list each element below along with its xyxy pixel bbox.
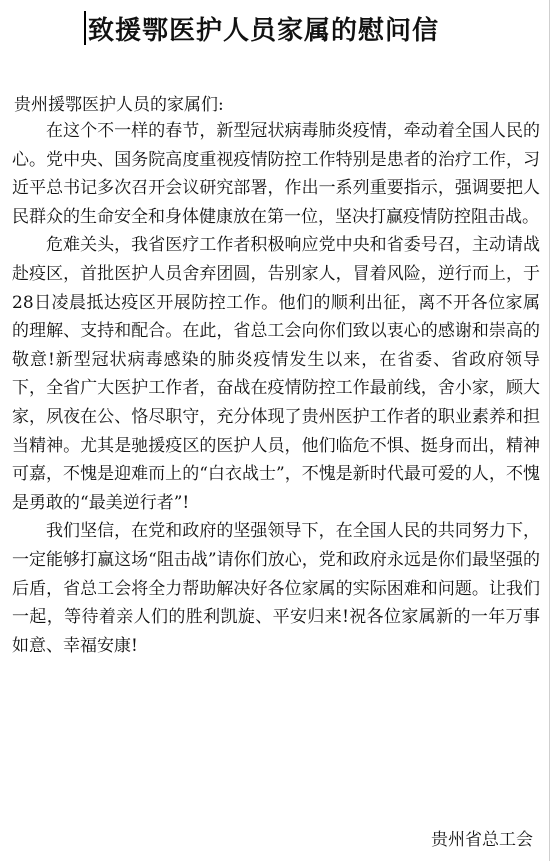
salutation: 贵州援鄂医护人员的家属们: [14, 95, 224, 115]
letter-body [12, 117, 540, 660]
paragraph-3: 我们坚信，在党和政府的坚强领导下，在全国人民的共同努力下，一定能够打赢这场“阻击战”请你们放心，党和政府永远是你们最坚强的后盾，省总工会将全力帮助解决好各位家属的实际困难和问题。让我们一起，等待着亲人们的胜利凯旋、平安归来!祝各位家属新的一年万事如意、幸福安康! [12, 521, 540, 656]
text-cursor [84, 11, 86, 45]
paragraph-1: 在这个不一样的春节，新型冠状病毒肺炎疫情，牵动着全国人民的心。党中央、国务院高度重视疫情防控工作特别是患者的治疗工作，习近平总书记多次召开会议研究部署，作出一系列重要指示，强调要把人民群众的生命安全和身体健康放在第一位，坚决打赢疫情防控阻击战。 [12, 121, 540, 227]
page-title: 致援鄂医护人员家属的慰问信 [88, 15, 440, 46]
title-area [84, 8, 439, 48]
signature: 贵州省总工会 [431, 830, 533, 850]
paragraph-2: 危难关头，我省医疗工作者积极响应党中央和省委号召，主动请战赴疫区，首批医护人员舍弃团圆，告别家人，冒着风险，逆行而上，于28日凌晨抵达疫区开展防控工作。他们的顺利出征，离不开各位家属的理解、支持和配合。在此，省总工会向你们致以衷心的感谢和崇高的敬意!新型冠状病毒感染的肺炎疫情发生以来，在省委、省政府领导下，全省广大医护工作者，奋战在疫情防控工作最前线，舍小家，顾大家，夙夜在公、恪尽职守，充分体现了贵州医护工作者的职业素养和担当精神。尤其是驰援疫区的医护人员，他们临危不惧、挺身而出，精神可嘉，不愧是迎难而上的“白衣战士”，不愧是新时代最可爱的人，不愧是勇敢的“最美逆行者”! [12, 235, 540, 513]
